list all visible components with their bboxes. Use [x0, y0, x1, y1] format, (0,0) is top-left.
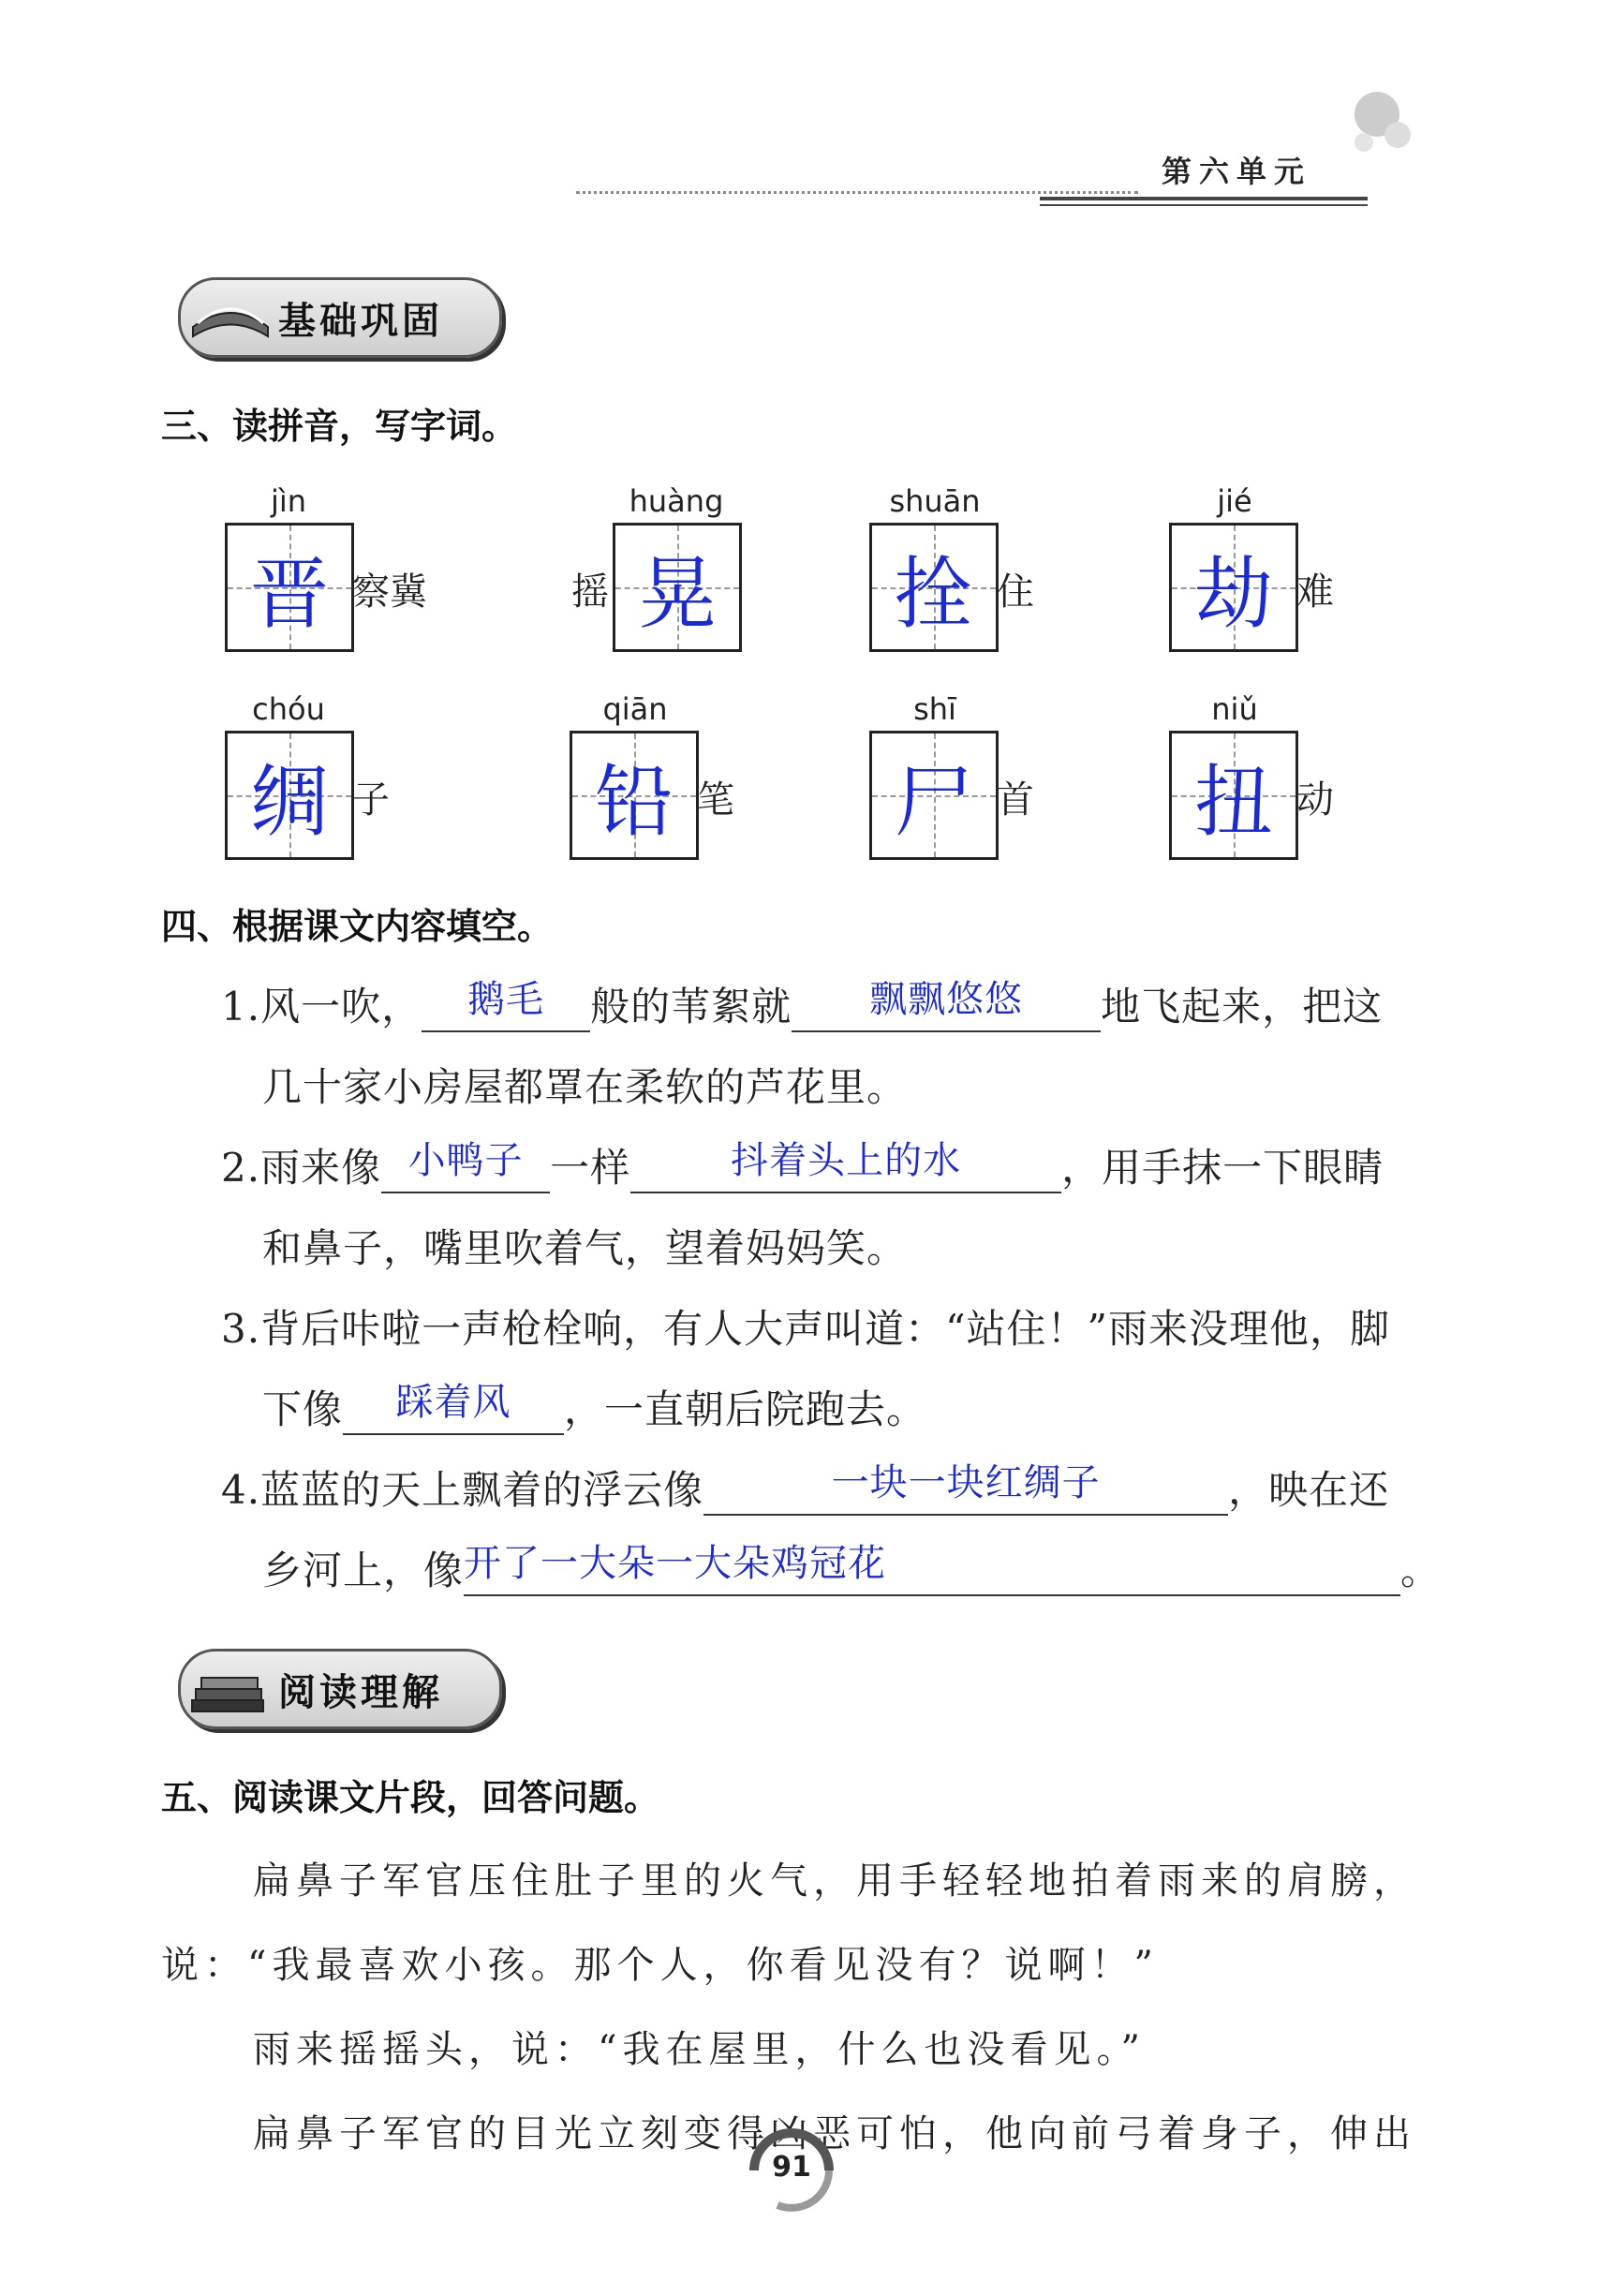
char-box-4 — [1169, 523, 1298, 652]
suffix-3: 住 — [997, 570, 1034, 614]
answer-5: 踩着风 — [395, 1381, 511, 1424]
passage-line-2: 说：“我最喜欢小孩。那个人，你看见没有？说啊！” — [161, 1944, 1159, 1987]
answer-char-3: 拴 — [894, 547, 973, 640]
q4-text: 乡河上，像 — [262, 1548, 465, 1593]
q4-line-1 — [221, 976, 1383, 1032]
q4-text: 地飞起来，把这 — [1101, 984, 1384, 1029]
q3-title: 三、读拼音，写字词。 — [161, 406, 518, 447]
blank-3 — [381, 1139, 550, 1193]
q4-text: 2.雨来像 — [221, 1145, 382, 1191]
section-badge-reading — [178, 1649, 502, 1729]
suffix-7: 首 — [997, 778, 1034, 822]
answer-char-1: 晋 — [249, 547, 329, 640]
page-number — [740, 2119, 843, 2222]
prefix-2: 摇 — [571, 570, 609, 614]
passage-line-3: 雨来摇摇头，说：“我在屋里，什么也没看见。” — [253, 2028, 1146, 2071]
passage-line-4: 扁鼻子军官的目光立刻变得凶恶可怕，他向前弓着身子，伸出 — [253, 2112, 1416, 2155]
char-box-7 — [869, 731, 999, 860]
q4-text: 一样 — [550, 1145, 631, 1191]
answer-char-2: 晃 — [637, 547, 717, 640]
section-label-reading: 阅读理解 — [278, 1670, 443, 1714]
q4-line-4 — [221, 1459, 1389, 1516]
q4-line-4b — [262, 1540, 1441, 1596]
page-number-text: 91 — [772, 2151, 811, 2184]
char-box-8 — [1169, 731, 1298, 860]
blank-5 — [343, 1381, 564, 1435]
section-label-basic: 基础巩固 — [278, 299, 443, 343]
answer-2: 飘飘悠悠 — [869, 978, 1024, 1021]
bubble-decoration-icon — [1340, 86, 1414, 161]
suffix-8: 动 — [1296, 778, 1334, 822]
char-box-5 — [225, 731, 354, 860]
pinyin-6: qiān — [602, 691, 668, 727]
pinyin-5: chóu — [252, 691, 325, 727]
answer-7: 开了一大朵一大朵鸡冠花 — [464, 1542, 887, 1585]
book-icon — [188, 289, 273, 346]
pinyin-7: shī — [913, 691, 956, 727]
q4-line-2b: 和鼻子，嘴里吹着气，望着妈妈笑。 — [262, 1225, 908, 1271]
header-rule — [1040, 197, 1368, 200]
suffix-4: 难 — [1296, 570, 1334, 614]
char-box-3 — [869, 523, 999, 652]
suffix-5: 子 — [352, 778, 390, 822]
pinyin-4: jié — [1217, 483, 1252, 519]
blank-2 — [792, 978, 1101, 1032]
answer-char-4: 劫 — [1193, 547, 1273, 640]
char-box-6 — [570, 731, 699, 860]
blank-6 — [703, 1461, 1228, 1516]
answer-char-8: 扭 — [1193, 755, 1273, 848]
answer-char-5: 绸 — [249, 755, 329, 848]
passage-line-1: 扁鼻子军官压住肚子里的火气，用手轻轻地拍着雨来的肩膀， — [253, 1859, 1416, 1903]
books-icon — [188, 1661, 273, 1717]
q4-line-3: 3.背后咔啦一声枪栓响，有人大声叫道：“站住！”雨来没理他，脚 — [221, 1306, 1391, 1352]
q4-text: ，映在还 — [1228, 1467, 1390, 1513]
q4-text: 。 — [1400, 1548, 1442, 1593]
q4-text: ，用手抹一下眼睛 — [1061, 1145, 1384, 1191]
char-box-1 — [225, 523, 354, 652]
q4-title: 四、根据课文内容填空。 — [161, 906, 554, 947]
pinyin-8: niǔ — [1211, 691, 1258, 727]
q4-text: 4.蓝蓝的天上飘着的浮云像 — [221, 1467, 704, 1513]
answer-char-7: 尸 — [894, 755, 973, 848]
answer-3: 小鸭子 — [407, 1139, 524, 1182]
answer-6: 一块一块红绸子 — [831, 1461, 1101, 1504]
blank-7 — [464, 1542, 1400, 1596]
q4-text: 1.风一吹， — [221, 984, 422, 1029]
section-badge-basic — [178, 277, 502, 358]
q4-line-1b: 几十家小房屋都罩在柔软的芦花里。 — [262, 1064, 908, 1110]
unit-title: 第六单元 — [1162, 154, 1312, 189]
header-rule-thin — [1040, 204, 1368, 206]
char-box-2 — [613, 523, 742, 652]
answer-char-6: 铅 — [594, 755, 674, 848]
suffix-1: 察冀 — [352, 570, 427, 614]
pinyin-2: huàng — [629, 483, 724, 519]
pinyin-3: shuān — [889, 483, 981, 519]
q4-line-3b — [262, 1379, 926, 1435]
header-dotted-rule — [576, 191, 1138, 194]
answer-1: 鹅毛 — [467, 978, 545, 1021]
q4-text: 般的苇絮就 — [590, 984, 792, 1029]
q4-text: 下像 — [262, 1386, 344, 1432]
blank-1 — [422, 978, 590, 1032]
q5-title: 五、阅读课文片段，回答问题。 — [161, 1777, 660, 1818]
pinyin-1: jìn — [270, 483, 307, 519]
q4-text: ，一直朝后院跑去。 — [564, 1386, 927, 1432]
blank-4 — [630, 1139, 1061, 1193]
suffix-6: 笔 — [697, 778, 734, 822]
q4-line-2 — [221, 1137, 1384, 1193]
answer-4: 抖着头上的水 — [731, 1139, 962, 1182]
